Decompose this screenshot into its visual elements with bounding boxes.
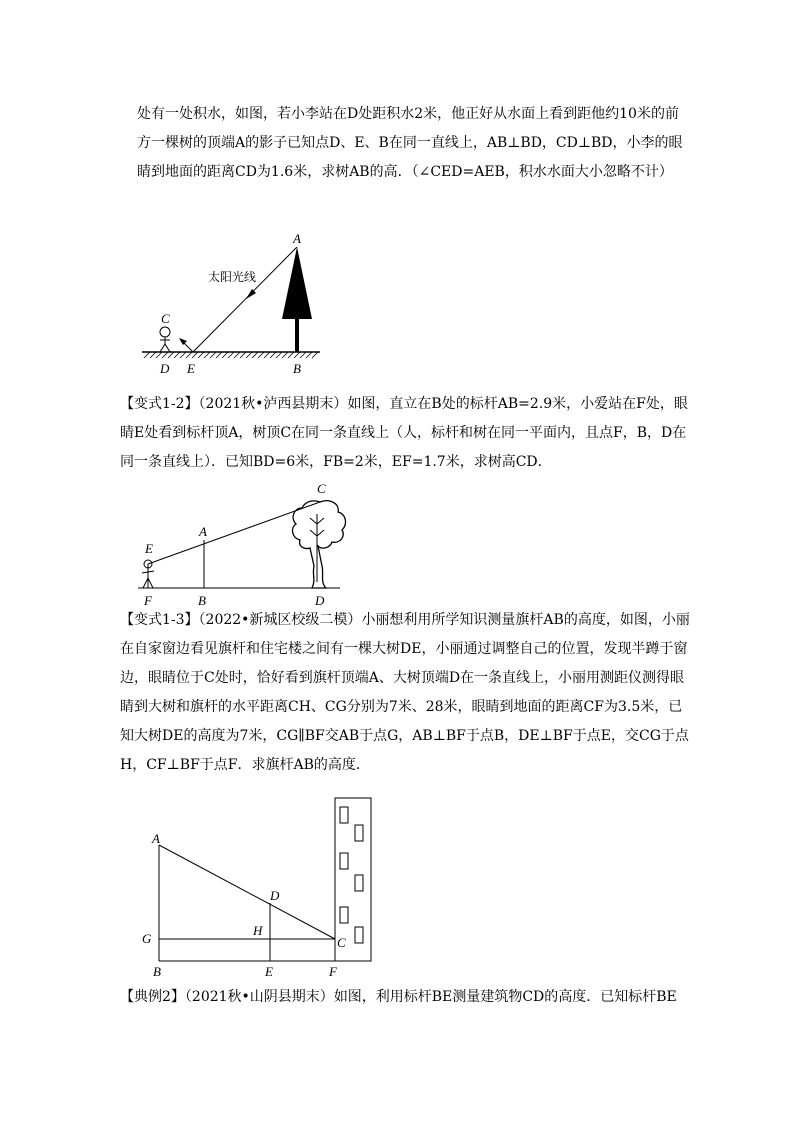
problem-intro-body: 处有一处积水，如图，若小李站在D处距积水2米，他正好从水面上看到距他约10米的前方一棵树的顶端A的影子已知点D、E、B在同一直线上，AB⊥BD，CD⊥BD，小李的眼睛到地面的距离CD为1.6米，求树AB的高．（∠CED=AEB，积水水面大小忽略不计）: [137, 106, 683, 180]
label-C: C: [161, 311, 170, 326]
label-B3: B: [153, 964, 161, 979]
variant-1-2-source: （2021秋•泸西县期末）: [198, 396, 348, 412]
problem-intro-text: [137, 100, 687, 187]
variant-1-2-text: [120, 390, 695, 477]
variant-1-2-tag: 【变式1-2】: [120, 396, 199, 412]
label-D: D: [160, 361, 170, 376]
label-H3: H: [253, 923, 263, 938]
label-A: A: [293, 231, 301, 246]
variant-1-3-text: [120, 606, 695, 780]
tree-trunk: [295, 319, 299, 352]
label-C2: C: [317, 481, 326, 496]
person-figure: [160, 327, 170, 352]
label-B: B: [293, 361, 301, 376]
label-A2: A: [199, 524, 207, 539]
label-sunlight: 太阳光线: [208, 270, 257, 284]
variant-1-3-body: 小丽想利用所学知识测量旗杆AB的高度，如图，小丽在自家窗边看见旗杆和住宅楼之间有一棵大树DE，小丽通过调整自己的位置，发现半蹲于窗边，眼睛位于C处时，恰好看到旗杆顶端A、大树顶端D在一条直线上，小丽用测距仪测得眼睛到大树和旗杆的水平距离CH、CG分别为7米、28米，眼睛到地面的距离CF为3.5米，已知大树DE的高度为7米，CG∥BF交AB于点G，AB⊥BF于点B，DE⊥BF于点E，交CG于点H，CF⊥BF于点F．求旗杆AB的高度．: [120, 612, 690, 773]
label-D2: D: [315, 593, 325, 608]
figure-tree-sunlight: [130, 225, 330, 380]
label-B2: B: [198, 593, 206, 608]
example-2-text: [120, 983, 695, 1012]
label-F3: F: [329, 964, 337, 979]
label-C3: C: [337, 935, 346, 950]
label-E2: E: [145, 541, 153, 556]
reflected-arrow: [179, 338, 187, 345]
example-2-source: （2021秋•山阴县期末）: [184, 989, 334, 1005]
variant-1-2-body: 如图，直立在B处的标杆AB=2.9米，小爱站在F处，眼睛E处看到标杆顶A，树顶C在同一条直线上（人，标杆和树在同一平面内，且点F，B，D在同一条直线上）．已知BD=6米，FB=2米，EF=1.7米，求树高CD．: [120, 396, 688, 470]
ground-hatching: [144, 352, 318, 358]
figure-pole-tree: [130, 478, 360, 613]
variant-1-3-source: （2022•新城区校级二模）: [198, 612, 362, 628]
example-2-body: 如图，利用标杆BE测量建筑物CD的高度．已知标杆BE: [333, 989, 677, 1005]
sunlight-ray: [193, 247, 297, 352]
sight-line: [148, 502, 320, 564]
figure-flagpole-building: [135, 795, 385, 985]
label-E3: E: [265, 964, 273, 979]
label-F2: F: [144, 593, 152, 608]
variant-1-3-tag: 【变式1-3】: [120, 612, 199, 628]
example-2-tag: 【典例2】: [120, 989, 185, 1005]
tree-outline: [293, 501, 346, 588]
label-A3: A: [152, 831, 160, 846]
line-AC: [159, 845, 335, 939]
label-E: E: [187, 361, 195, 376]
label-G3: G: [142, 931, 152, 946]
label-D3: D: [270, 888, 280, 903]
